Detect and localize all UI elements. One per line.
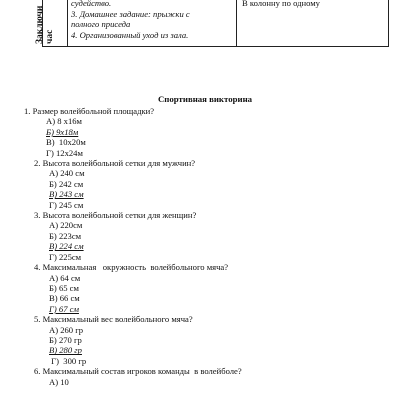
question-label: Высота волейбольной сетки для мужчин? — [42, 158, 196, 169]
answer-label: Б) 9х18м — [46, 126, 79, 137]
question-label: Максимальный состав игроков команды в волейболе? — [42, 366, 242, 377]
answer-option — [0, 273, 400, 283]
answer-option — [0, 377, 400, 387]
question-number: 5. — [34, 314, 41, 325]
answer-option — [0, 220, 400, 230]
quiz-question — [0, 210, 400, 262]
answer-option — [0, 137, 400, 147]
answer-option — [0, 231, 400, 241]
quiz-question — [0, 106, 400, 158]
answer-option — [0, 252, 400, 262]
rotated-section-label — [35, 6, 55, 44]
quiz-question — [0, 314, 400, 366]
answer-label: Г) 300 гр — [49, 355, 87, 366]
question-text — [0, 366, 400, 376]
answer-label: Г) 245 см — [49, 199, 84, 210]
answer-label: Г) 67 см — [49, 303, 79, 314]
answer-option — [0, 148, 400, 158]
question-label: Высота волейбольной сетки для женщин? — [42, 210, 197, 221]
answer-option — [0, 356, 400, 366]
answer-option-correct — [0, 345, 400, 355]
answer-option — [0, 325, 400, 335]
answer-label: А) 240 см — [49, 168, 85, 179]
answer-label: Б) 65 см — [49, 282, 79, 293]
question-number: 2. — [34, 158, 41, 169]
question-label: Максимальная окружность волейбольного мяча? — [42, 262, 229, 273]
quiz-question — [0, 366, 400, 387]
rotated-section-cell — [35, 0, 67, 46]
quiz-question — [0, 262, 400, 314]
answer-label: Б) 270 гр — [49, 334, 82, 345]
answer-option-correct — [0, 241, 400, 251]
rotated-label-line-1: Заключи — [35, 5, 45, 44]
activity-line: 4. Организованный уход из зала. — [71, 29, 189, 40]
activity-line: 3. Домашнее задание: прыжки с — [71, 8, 190, 19]
lesson-table-fragment — [35, 0, 389, 47]
answer-label: В) 10х20м — [46, 137, 86, 148]
question-text — [0, 210, 400, 220]
answer-label: Г) 12х24м — [46, 147, 83, 158]
answer-label: В) 280 гр — [49, 345, 82, 356]
question-label: Максимальный вес волейбольного мяча? — [42, 314, 193, 325]
quiz-list — [0, 106, 400, 387]
activity-line: полного приседа — [71, 19, 131, 29]
answer-label: А) 8 х16м — [46, 116, 82, 127]
answer-option-correct — [0, 304, 400, 314]
answer-label: А) 220см — [49, 220, 83, 231]
answer-label: Г) 225см — [49, 251, 82, 262]
answer-option — [0, 168, 400, 178]
answer-option — [0, 179, 400, 189]
answer-option — [0, 283, 400, 293]
answer-option-correct — [0, 189, 400, 199]
activity-cell — [71, 0, 235, 40]
answer-label: А) 260 гр — [49, 324, 84, 335]
quiz-title: Спортивная викторина — [157, 94, 253, 104]
answer-label: А) 64 см — [49, 272, 81, 283]
answer-label: В) 66 см — [49, 293, 80, 304]
question-number: 1. — [24, 106, 31, 116]
question-number: 6. — [34, 366, 41, 377]
question-label: Размер волейбольной площадки? — [32, 106, 155, 116]
question-text — [0, 314, 400, 324]
answer-option — [0, 335, 400, 345]
answer-option — [0, 293, 400, 303]
organization-cell: В колонну по одному — [242, 0, 320, 8]
question-text — [0, 262, 400, 272]
quiz-question — [0, 158, 400, 210]
question-number: 3. — [34, 210, 41, 221]
question-text — [0, 158, 400, 168]
table-divider — [67, 0, 68, 46]
answer-option — [0, 200, 400, 210]
answer-label: В) 224 см — [49, 241, 84, 252]
answer-option — [0, 116, 400, 126]
table-divider — [236, 0, 237, 46]
question-text — [0, 106, 400, 116]
rotated-label-line-2: час — [45, 29, 55, 44]
activity-line: судейство. — [71, 0, 112, 8]
answer-label: Б) 242 см — [49, 178, 84, 189]
answer-label: А) 10 — [49, 376, 69, 387]
answer-label: В) 243 см — [49, 189, 84, 200]
answer-option-correct — [0, 127, 400, 137]
answer-label: Б) 223см — [49, 230, 82, 241]
question-number: 4. — [34, 262, 41, 273]
